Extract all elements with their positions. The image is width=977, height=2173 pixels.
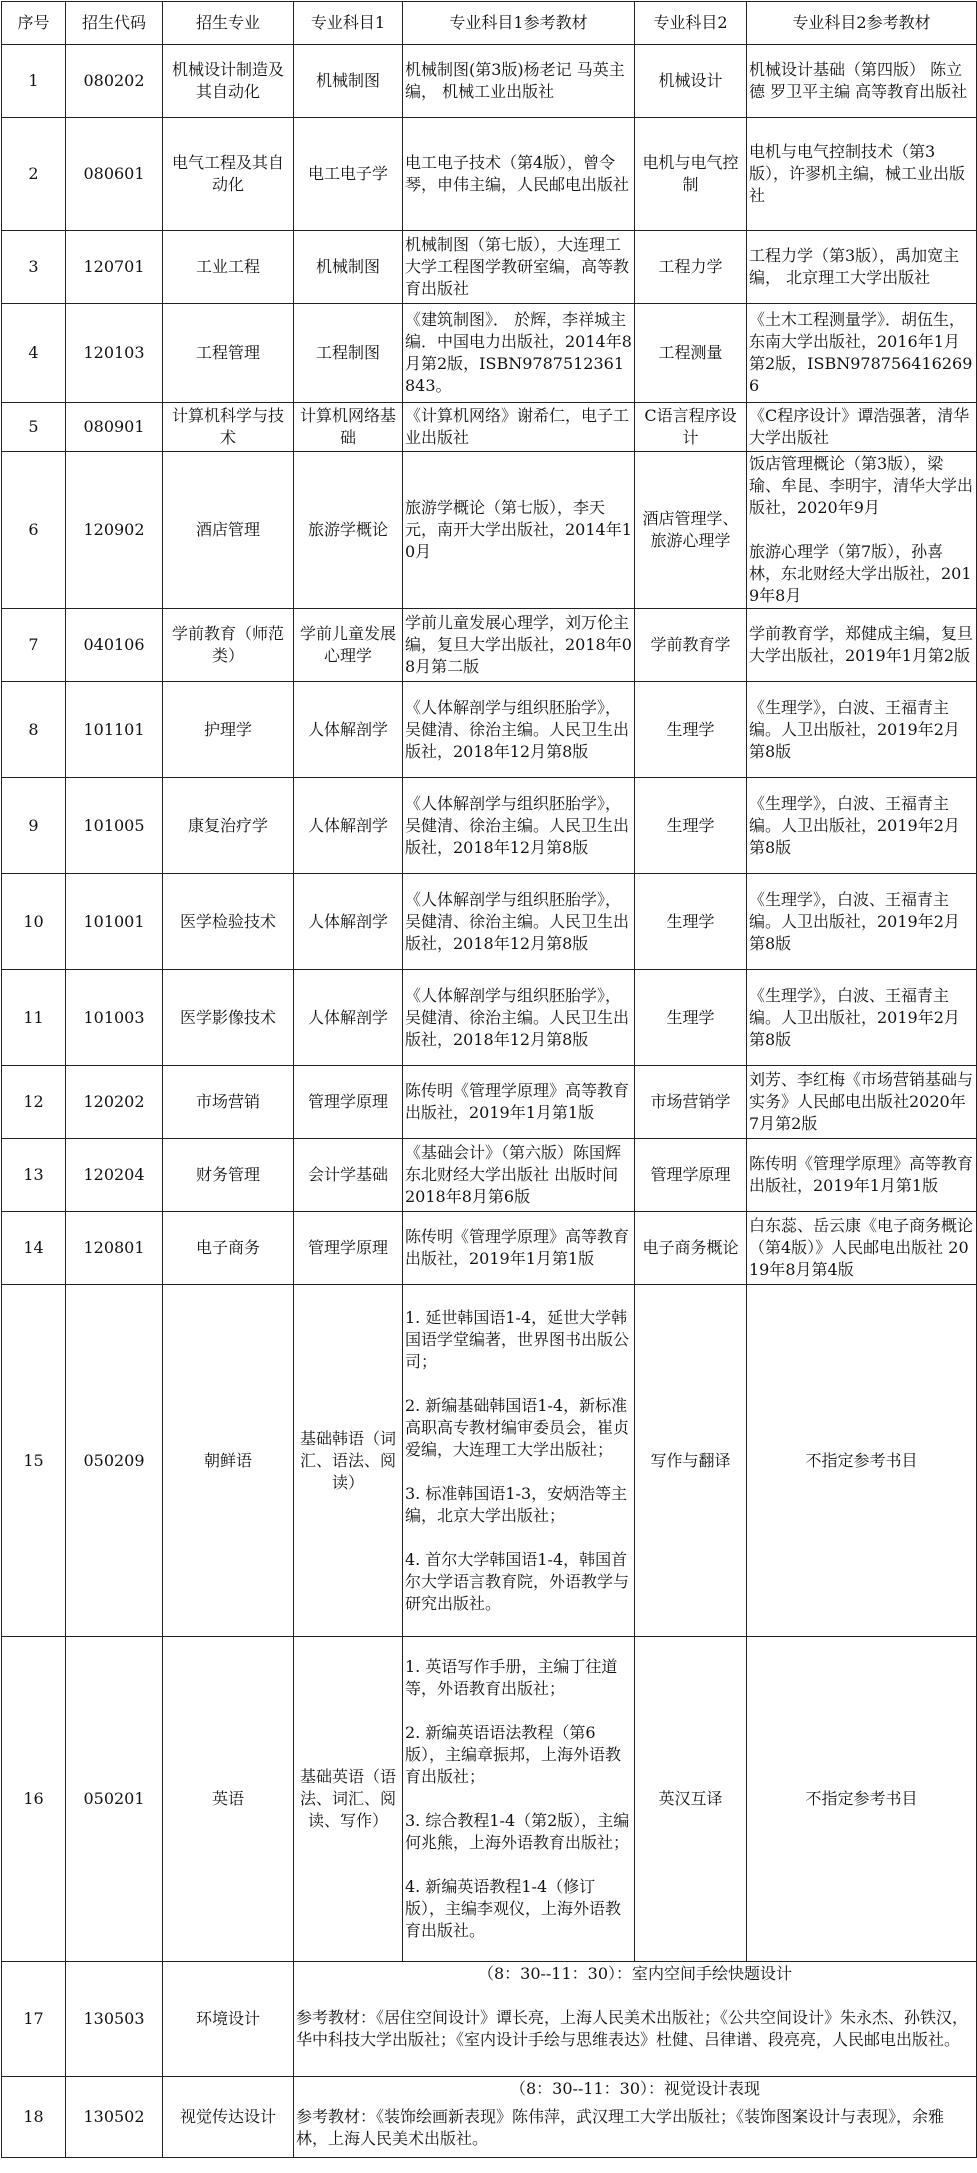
subject-2: C语言程序设计: [635, 403, 747, 452]
exam-topic: （8：30--11：30）：视觉设计表现: [509, 2079, 761, 2098]
book-entry: 《人体解剖学与组织胚胎学》，吴健清、徐治主编。人民卫生出版社，2018年12月第8版: [405, 985, 630, 1049]
subject-2: 电子商务概论: [635, 1212, 747, 1285]
table-row: [2, 403, 977, 452]
major-name: 朝鲜语: [163, 1285, 294, 1637]
table-row: [2, 118, 977, 231]
row-number: 11: [2, 970, 66, 1066]
subject-1-books: [403, 118, 635, 231]
table-row: [2, 1139, 977, 1212]
row-number: 8: [2, 682, 66, 778]
book-entry: 机械制图（第七版），大连理工大学工程图学教研室编，高等教育出版社: [405, 235, 630, 298]
row-number: 15: [2, 1285, 66, 1637]
row-number: 3: [2, 231, 66, 304]
book-entry: 《人体解剖学与组织胚胎学》，吴健清、徐治主编。人民卫生出版社，2018年12月第8版: [405, 697, 630, 761]
subject-2: 生理学: [635, 970, 747, 1066]
subject-2: 市场营销学: [635, 1066, 747, 1139]
subject-1-books: [403, 609, 635, 682]
major-name: 康复治疗学: [163, 778, 294, 874]
header-row: [2, 2, 977, 45]
header-cell: 序号: [2, 2, 66, 45]
major-name: 环境设计: [163, 1962, 294, 2077]
exam-and-references: [294, 1962, 977, 2077]
subject-1: 管理学原理: [294, 1212, 403, 1285]
book-entry: 1. 延世韩国语1-4，延世大学韩国语学堂编著，世界图书出版公司；: [405, 1307, 630, 1371]
subject-2-books: 不指定参考书目: [747, 1285, 977, 1637]
table-row: [2, 1962, 977, 2077]
exam-and-references: [294, 2077, 977, 2158]
subject-2-books: [747, 682, 977, 778]
major-name: 视觉传达设计: [163, 2077, 294, 2158]
subject-1-books: [403, 1212, 635, 1285]
row-number: 5: [2, 403, 66, 452]
subject-1: 人体解剖学: [294, 778, 403, 874]
major-name: 市场营销: [163, 1066, 294, 1139]
subject-1: 学前儿童发展心理学: [294, 609, 403, 682]
subject-2: 电机与电气控制: [635, 118, 747, 231]
admission-code: 101005: [66, 778, 163, 874]
row-number: 10: [2, 874, 66, 970]
book-entry: 学前教育学，郑健成主编，复旦大学出版社，2019年1月第2版: [749, 624, 974, 665]
subject-2-books: [747, 970, 977, 1066]
subject-1: 机械制图: [294, 45, 403, 118]
book-entry: 陈传明《管理学原理》高等教育出版社，2019年1月第1版: [405, 1227, 630, 1268]
book-entry: 《计算机网络》谢希仁，电子工业出版社: [405, 406, 630, 447]
subject-2: 生理学: [635, 778, 747, 874]
book-entry: 4. 新编英语教程1-4（修订版），主编李观仪，上海外语教育出版社。: [405, 1877, 622, 1940]
subject-1-books: [403, 1285, 635, 1637]
book-entry: 《C程序设计》谭浩强著，清华大学出版社: [749, 406, 970, 447]
subject-2: 学前教育学: [635, 609, 747, 682]
subject-2: 工程测量: [635, 304, 747, 403]
admission-code: 120801: [66, 1212, 163, 1285]
subject-2-books: [747, 231, 977, 304]
subject-1-books: [403, 1139, 635, 1212]
major-name: 医学检验技术: [163, 874, 294, 970]
book-entry: 1. 英语写作手册，主编丁往道等，外语教育出版社；: [405, 1657, 618, 1698]
subject-1-books: [403, 304, 635, 403]
table-row: [2, 1212, 977, 1285]
row-number: 1: [2, 45, 66, 118]
book-entry: 《人体解剖学与组织胚胎学》，吴健清、徐治主编。人民卫生出版社，2018年12月第8版: [405, 793, 630, 857]
row-number: 13: [2, 1139, 66, 1212]
subject-2-books: [747, 1212, 977, 1285]
major-name: 机械设计制造及其自动化: [163, 45, 294, 118]
header-cell: 专业科目1参考教材: [403, 2, 635, 45]
subject-1-books: [403, 45, 635, 118]
subject-1: 人体解剖学: [294, 874, 403, 970]
header-cell: 专业科目1: [294, 2, 403, 45]
book-entry: 2. 新编英语语法教程（第6版），主编章振邦，上海外语教育出版社；: [405, 1723, 622, 1786]
subject-2-books: [747, 874, 977, 970]
header-cell: 招生代码: [66, 2, 163, 45]
book-entry: 电机与电气控制技术（第3版），许翏机主编，械工业出版社: [749, 142, 966, 205]
book-entry: 机械设计基础（第四版） 陈立德 罗卫平主编 高等教育出版社: [749, 60, 968, 101]
book-entry: 学前儿童发展心理学，刘万伦主编，复旦大学出版社，2018年08月第二版: [405, 613, 632, 676]
admission-code: 120204: [66, 1139, 163, 1212]
subject-1-books: [403, 403, 635, 452]
admission-code: 120103: [66, 304, 163, 403]
admission-code: 050201: [66, 1637, 163, 1962]
major-name: 电气工程及其自动化: [163, 118, 294, 231]
subject-2: 英汉互译: [635, 1637, 747, 1962]
admission-code: 130503: [66, 1962, 163, 2077]
subject-1-books: [403, 874, 635, 970]
major-name: 英语: [163, 1637, 294, 1962]
row-number: 16: [2, 1637, 66, 1962]
row-number: 7: [2, 609, 66, 682]
subject-1: 机械制图: [294, 231, 403, 304]
row-number: 4: [2, 304, 66, 403]
admission-code: 130502: [66, 2077, 163, 2158]
subject-1: 人体解剖学: [294, 970, 403, 1066]
subject-2: 管理学原理: [635, 1139, 747, 1212]
table-row: [2, 2077, 977, 2158]
subject-2-books: [747, 403, 977, 452]
row-number: 2: [2, 118, 66, 231]
major-name: 学前教育（师范类）: [163, 609, 294, 682]
subject-1: 电工电子学: [294, 118, 403, 231]
major-name: 工业工程: [163, 231, 294, 304]
book-entry: 《生理学》，白波、王福青主编。人卫出版社，2019年2月第8版: [749, 889, 960, 953]
header-cell: 专业科目2参考教材: [747, 2, 977, 45]
book-entry: 《生理学》，白波、王福青主编。人卫出版社，2019年2月第8版: [749, 793, 960, 857]
subject-1-books: [403, 1637, 635, 1962]
table-row: [2, 231, 977, 304]
table-row: [2, 45, 977, 118]
subject-2-books: [747, 1139, 977, 1212]
admission-code: 120202: [66, 1066, 163, 1139]
table-row: [2, 1637, 977, 1962]
subject-1-books: [403, 452, 635, 609]
subject-2-books: [747, 778, 977, 874]
subject-2-books: [747, 609, 977, 682]
subject-1-books: [403, 970, 635, 1066]
book-entry: 4. 首尔大学韩国语1-4，韩国首尔大学语言教育院，外语教学与研究出版社。: [405, 1549, 630, 1613]
book-entry: 《生理学》，白波、王福青主编。人卫出版社，2019年2月第8版: [749, 697, 960, 761]
major-name: 工程管理: [163, 304, 294, 403]
admission-code: 050209: [66, 1285, 163, 1637]
subject-1: 人体解剖学: [294, 682, 403, 778]
subject-2-books: [747, 118, 977, 231]
subject-1-books: [403, 778, 635, 874]
row-number: 12: [2, 1066, 66, 1139]
subject-1-books: [403, 231, 635, 304]
table-row: [2, 304, 977, 403]
subject-1: 基础韩语（词汇、语法、阅读）: [294, 1285, 403, 1637]
book-entry: 电工电子技术（第4版），曾令琴，申伟主编，人民邮电出版社: [405, 153, 630, 194]
admission-code: 080601: [66, 118, 163, 231]
subject-1: 计算机网络基础: [294, 403, 403, 452]
table-row: [2, 970, 977, 1066]
book-entry: 陈传明《管理学原理》高等教育出版社，2019年1月第1版: [749, 1154, 974, 1195]
book-entry: 陈传明《管理学原理》高等教育出版社，2019年1月第1版: [405, 1081, 630, 1122]
major-name: 电子商务: [163, 1212, 294, 1285]
admission-code: 080901: [66, 403, 163, 452]
major-name: 计算机科学与技术: [163, 403, 294, 452]
subject-1: 基础英语（语法、词汇、阅读、写作）: [294, 1637, 403, 1962]
admission-code: 120701: [66, 231, 163, 304]
subject-1: 工程制图: [294, 304, 403, 403]
table-row: [2, 682, 977, 778]
major-name: 财务管理: [163, 1139, 294, 1212]
subject-2-books: [747, 452, 977, 609]
subject-2: 工程力学: [635, 231, 747, 304]
book-entry: 白东蕊、岳云康《电子商务概论（第4版）》人民邮电出版社 2019年8月第4版: [749, 1216, 974, 1279]
admission-code: 040106: [66, 609, 163, 682]
row-number: 14: [2, 1212, 66, 1285]
subject-2: 生理学: [635, 874, 747, 970]
subject-1: 旅游学概论: [294, 452, 403, 609]
table-row: [2, 1285, 977, 1637]
book-entry: 《基础会计》（第六版）陈国辉 东北财经大学出版社 出版时间 2018年8月第6版: [405, 1143, 622, 1206]
table-row: [2, 452, 977, 609]
row-number: 9: [2, 778, 66, 874]
row-number: 6: [2, 452, 66, 609]
book-entry: 饭店管理概论（第3版），梁瑜、牟昆、李明宇，清华大学出版社，2020年9月: [749, 454, 974, 517]
admission-table: [1, 1, 977, 2158]
subject-2-books: [747, 45, 977, 118]
header-cell: 专业科目2: [635, 2, 747, 45]
major-name: 医学影像技术: [163, 970, 294, 1066]
admission-code: 120902: [66, 452, 163, 609]
book-entry: 机械制图(第3版)杨老记 马英主编， 机械工业出版社: [405, 60, 625, 101]
major-name: 酒店管理: [163, 452, 294, 609]
major-name: 护理学: [163, 682, 294, 778]
subject-1-books: [403, 1066, 635, 1139]
table-row: [2, 778, 977, 874]
book-entry: 《土木工程测量学》．胡伍生，东南大学出版社，2016年1月第2版，ISBN9787564162696: [749, 310, 973, 395]
admission-code: 101101: [66, 682, 163, 778]
book-entry: 《建筑制图》． 於辉，李祥城主编．中国电力出版社，2014年8月第2版，ISBN9787512361843。: [405, 310, 632, 395]
reference-books: 参考教材：《居住空间设计》谭长亮，上海人民美术出版社；《公共空间设计》朱永杰、孙铁汉，华中科技大学出版社；《室内设计手绘与思维表达》杜健、吕律谱、段亮亮，人民邮电出版社。: [296, 2008, 969, 2049]
table-body: [2, 45, 977, 2158]
subject-1-books: [403, 682, 635, 778]
book-entry: 刘芳、李红梅《市场营销基础与实务》人民邮电出版社2020年7月第2版: [749, 1070, 974, 1133]
book-entry: 工程力学（第3版），禹加宽主编， 北京理工大学出版社: [749, 246, 960, 287]
header-cell: 招生专业: [163, 2, 294, 45]
subject-2: 酒店管理学、旅游心理学: [635, 452, 747, 609]
subject-2: 写作与翻译: [635, 1285, 747, 1637]
reference-books: 参考教材：《装饰绘画新表现》陈伟萍，武汉理工大学出版社；《装饰图案设计与表现》，余雅林，上海人民美术出版社。: [296, 2107, 945, 2148]
table-row: [2, 874, 977, 970]
subject-1: 管理学原理: [294, 1066, 403, 1139]
table-row: [2, 1066, 977, 1139]
exam-topic: （8：30--11：30）：室内空间手绘快题设计: [477, 1964, 793, 1983]
row-number: 18: [2, 2077, 66, 2158]
admission-code: 101001: [66, 874, 163, 970]
subject-1: 会计学基础: [294, 1139, 403, 1212]
book-entry: 旅游学概论（第七版），李天元，南开大学出版社，2014年10月: [405, 498, 632, 561]
subject-2: 生理学: [635, 682, 747, 778]
admission-code: 101003: [66, 970, 163, 1066]
book-entry: 2. 新编基础韩国语1-4，新标准高职高专教材编审委员会，崔贞爱编，大连理工大学出版社；: [405, 1395, 630, 1459]
book-entry: 3. 综合教程1-4（第2版），主编何兆熊，上海外语教育出版社；: [405, 1811, 630, 1852]
book-entry: 旅游心理学（第7版），孙喜林，东北财经大学出版社，2019年8月: [749, 542, 972, 605]
book-entry: 《人体解剖学与组织胚胎学》，吴健清、徐治主编。人民卫生出版社，2018年12月第8版: [405, 889, 630, 953]
table-row: [2, 609, 977, 682]
book-entry: 3. 标准韩国语1-3，安炳浩等主编，北京大学出版社；: [405, 1483, 628, 1525]
admission-code: 080202: [66, 45, 163, 118]
book-entry: 《生理学》，白波、王福青主编。人卫出版社，2019年2月第8版: [749, 985, 960, 1049]
subject-2-books: [747, 1066, 977, 1139]
subject-2: 机械设计: [635, 45, 747, 118]
subject-2-books: [747, 304, 977, 403]
subject-2-books: 不指定参考书目: [747, 1637, 977, 1962]
row-number: 17: [2, 1962, 66, 2077]
